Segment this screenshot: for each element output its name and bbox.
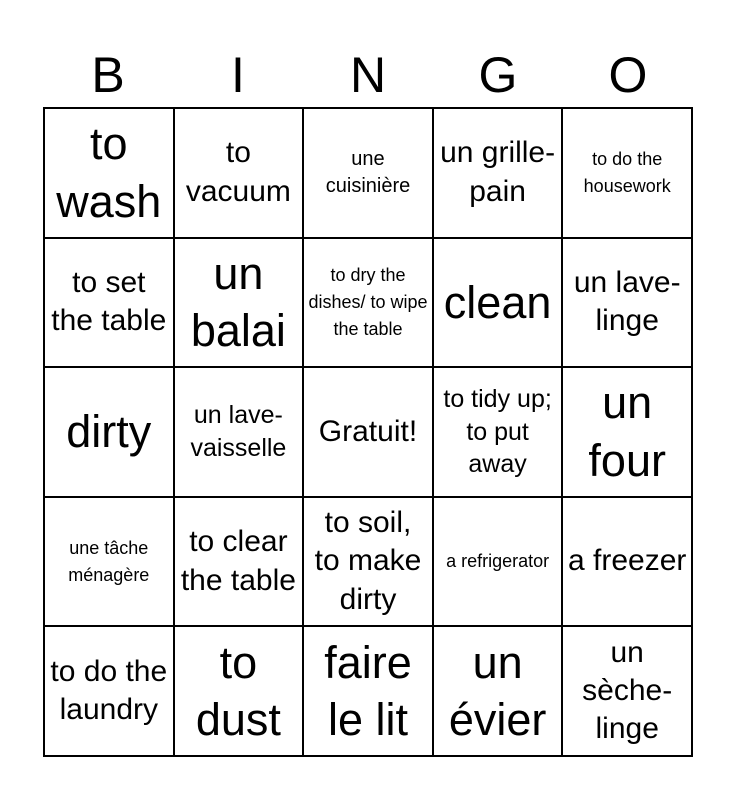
bingo-cell-text: a freezer: [568, 544, 687, 578]
bingo-cell-text: Gratuit!: [318, 414, 418, 448]
bingo-cell[interactable]: [562, 108, 692, 238]
bingo-cell[interactable]: [562, 238, 692, 368]
bingo-cell-text: to dry the dishes/ to wipe the table: [308, 264, 428, 339]
bingo-header: [43, 40, 693, 110]
bingo-cell-text: to soil, to make dirty: [314, 506, 422, 616]
bingo-cell-text: une tâche ménagère: [68, 537, 150, 585]
bingo-cell-text: un lave-linge: [573, 266, 681, 338]
bingo-cell-text: un four: [588, 377, 666, 486]
bingo-cell[interactable]: [303, 367, 433, 497]
bingo-cell[interactable]: [303, 108, 433, 238]
bingo-cell-text: faire le lit: [324, 636, 412, 746]
bingo-cell-text: to wash: [56, 118, 162, 227]
bingo-cell[interactable]: [303, 497, 433, 627]
bingo-cell[interactable]: [562, 367, 692, 497]
bingo-cell-text: clean: [443, 276, 552, 328]
bingo-cell[interactable]: [433, 626, 563, 756]
bingo-cell-text: un sèche-linge: [582, 635, 673, 746]
bingo-cell[interactable]: [44, 367, 174, 497]
bingo-cell-text: to clear the table: [180, 525, 296, 597]
bingo-cell-text: to vacuum: [185, 136, 291, 208]
header-letter-i: I: [231, 47, 245, 103]
bingo-cell[interactable]: [44, 238, 174, 368]
bingo-cell-text: to tidy up; to put away: [443, 385, 552, 479]
header-letter-g: G: [478, 47, 518, 103]
header-letter-b: B: [91, 47, 125, 103]
bingo-cell-text: un grille-pain: [440, 136, 556, 208]
bingo-cell[interactable]: [174, 108, 304, 238]
bingo-cell-text: to dust: [195, 636, 281, 746]
bingo-cell-text: un lave-vaisselle: [190, 401, 287, 462]
bingo-cell[interactable]: [433, 238, 563, 368]
header-letter-n: N: [349, 47, 387, 103]
bingo-cell[interactable]: [303, 626, 433, 756]
bingo-cell-text: dirty: [66, 406, 152, 458]
bingo-cell-text: un évier: [448, 636, 547, 746]
bingo-board: [43, 107, 693, 757]
bingo-cell[interactable]: [174, 238, 304, 368]
bingo-cell[interactable]: [174, 367, 304, 497]
bingo-cell[interactable]: [174, 497, 304, 627]
bingo-cell[interactable]: [562, 626, 692, 756]
bingo-cell[interactable]: [433, 367, 563, 497]
bingo-cell[interactable]: [433, 497, 563, 627]
bingo-cell[interactable]: [303, 238, 433, 368]
bingo-cell[interactable]: [433, 108, 563, 238]
bingo-cell[interactable]: [44, 497, 174, 627]
bingo-cell-text: une cuisinière: [325, 147, 411, 197]
bingo-cell[interactable]: [44, 626, 174, 756]
bingo-cell-text: a refrigerator: [446, 551, 550, 572]
header-letter-o: O: [608, 47, 648, 103]
bingo-cell-text: to set the table: [51, 266, 167, 338]
bingo-cell-text: un balai: [190, 247, 286, 357]
bingo-cell[interactable]: [562, 497, 692, 627]
bingo-cell[interactable]: [174, 626, 304, 756]
bingo-cell[interactable]: [44, 108, 174, 238]
bingo-cell-text: to do the laundry: [50, 654, 168, 727]
bingo-cell-text: to do the housework: [583, 148, 671, 196]
